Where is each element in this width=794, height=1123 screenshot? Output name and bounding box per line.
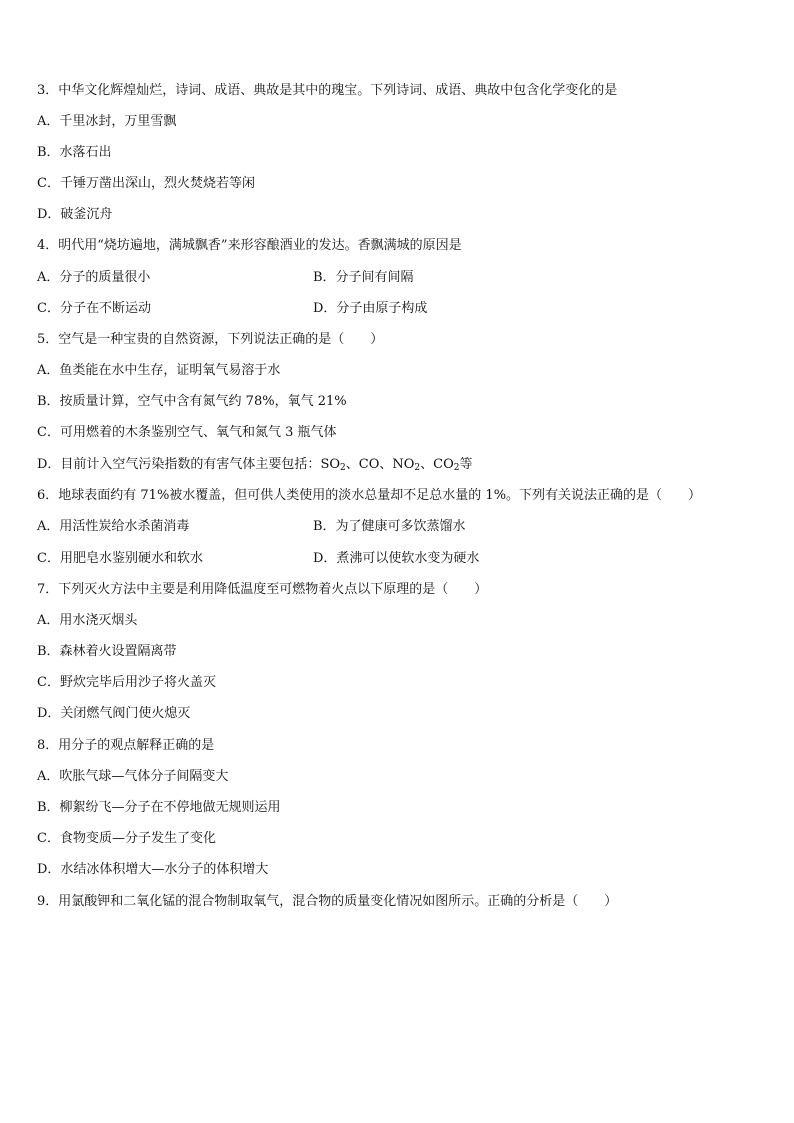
formula-so2: SO (320, 457, 341, 472)
question-4-row-2 (37, 300, 151, 318)
question-5-option-b: B．按质量计算，空气中含有氮气约 78%，氧气 21% (37, 394, 347, 409)
question-5-option-c: C．可用燃着的木条鉴别空气、氧气和氮气 3 瓶气体 (37, 425, 337, 440)
question-4-option-c: C．分子在不断运动 (37, 301, 151, 316)
question-4-option-b: B．分子间有间隔 (313, 270, 414, 285)
question-5-stem: 5．空气是一种宝贵的自然资源，下列说法正确的是（ ） (37, 332, 384, 347)
question-4-option-a: A．分子的质量很小 (37, 270, 151, 285)
question-6-option-a: A．用活性炭给水杀菌消毒 (37, 519, 190, 534)
question-7-option-c: C．野炊完毕后用沙子将火盖灭 (37, 675, 216, 690)
question-7-option-a: A．用水浇灭烟头 (37, 613, 138, 628)
formula-co2: 、CO (420, 457, 454, 472)
question-5-option-a: A．鱼类能在水中生存，证明氧气易溶于水 (37, 363, 281, 378)
question-8-option-b: B．柳絮纷飞—分子在不停地做无规则运用 (37, 800, 281, 815)
question-6-option-d: D．煮沸可以使软水变为硬水 (313, 551, 480, 566)
question-8-stem: 8．用分子的观点解释正确的是 (37, 738, 215, 753)
question-6-stem: 6．地球表面约有 71%被水覆盖，但可供人类使用的淡水总量却不足总水量的 1%。下列有关说法正确的是（ ） (37, 488, 702, 503)
question-7-stem: 7．下列灭火方法中主要是利用降低温度至可燃物着火点以下原理的是（ ） (37, 582, 488, 597)
formula-co-no2: 、CO、NO (345, 457, 415, 472)
question-3-stem: 3．中华文化辉煌灿烂，诗词、成语、典故是其中的瑰宝。下列诗词、成语、典故中包含化学变化的是 (37, 83, 618, 98)
question-5-option-d-prefix: D．目前计入空气污染指数的有害气体主要包括： (37, 457, 321, 472)
question-6-option-b: B．为了健康可多饮蒸馏水 (313, 519, 466, 534)
question-3-option-b: B．水落石出 (37, 145, 112, 160)
question-7-option-b: B．森林着火设置隔离带 (37, 644, 177, 659)
question-4-option-d: D．分子由原子构成 (313, 301, 428, 316)
question-3-option-c: C．千锤万凿出深山，烈火焚烧若等闲 (37, 176, 255, 191)
question-8-option-c: C．食物变质—分子发生了变化 (37, 831, 216, 846)
question-3-option-d: D．破釜沉舟 (37, 207, 113, 222)
question-8-option-d: D．水结冰体积增大—水分子的体积增大 (37, 862, 269, 877)
question-9-stem: 9．用氯酸钾和二氧化锰的混合物制取氧气，混合物的质量变化情况如图所示。正确的分析是（ ） (37, 894, 618, 909)
question-5-option-d (37, 456, 472, 474)
question-4-row-1 (37, 269, 150, 287)
formula-co2-subscript: 2 (453, 463, 460, 473)
question-8-option-a: A．吹胀气球—气体分子间隔变大 (37, 769, 229, 784)
formula-so2-subscript: 2 (340, 463, 346, 473)
question-7-option-d: D．关闭燃气阀门使火熄灭 (37, 706, 191, 721)
question-5-option-d-suffix: 等 (459, 457, 473, 472)
formula-no2-subscript: 2 (414, 463, 421, 473)
question-3-option-a: A．千里冰封，万里雪飘 (37, 114, 177, 129)
question-4-stem: 4．明代用“烧坊遍地，满城飘香”来形容酿酒业的发达。香飘满城的原因是 (37, 238, 462, 253)
question-6-option-c: C．用肥皂水鉴别硬水和软水 (37, 551, 203, 566)
